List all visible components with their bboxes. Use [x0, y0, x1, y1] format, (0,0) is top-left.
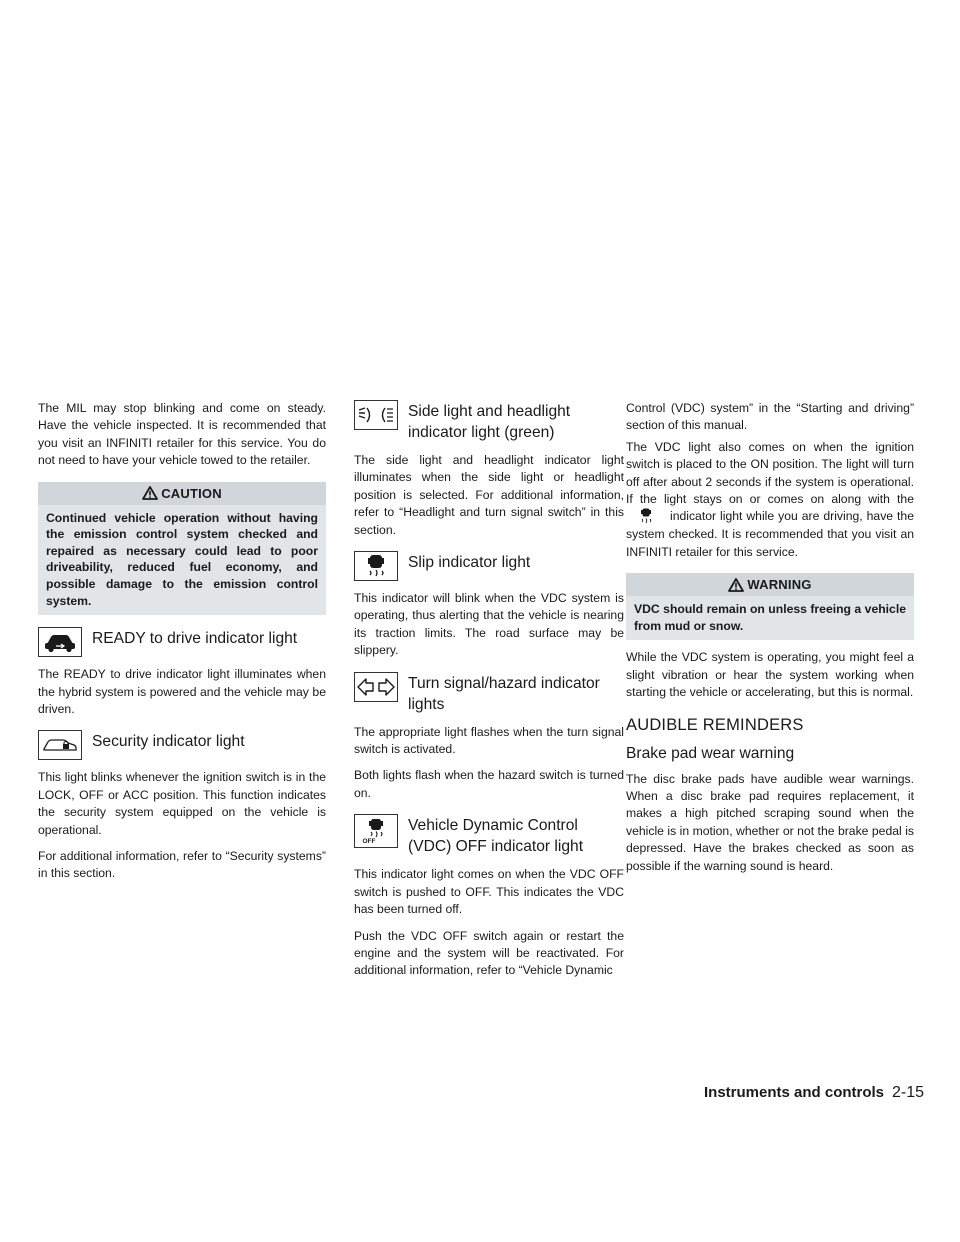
vdc-light-text-a: The VDC light also comes on when the ignition switch is placed to the ON position. The light will turn off after about 2 seconds if the system is operational. If the light stays on or comes on along with the: [626, 439, 914, 507]
security-paragraph-2: For additional information, refer to “Security systems” in this section.: [38, 849, 326, 881]
vdc-off-icon-label: OFF: [362, 837, 376, 845]
security-paragraph-1: This light blinks whenever the ignition switch is in the LOCK, OFF or ACC position. This function indicates the security system equipped on the vehicle is operational.: [38, 770, 326, 837]
slip-inline-icon: [626, 508, 666, 526]
side-light-title: Side light and headlight indicator light (green): [408, 403, 571, 441]
slip-title: Slip indicator light: [408, 554, 531, 572]
page-number: 2-15: [892, 1084, 925, 1101]
caution-label: CAUTION: [161, 485, 222, 501]
footer-section-title: Instruments and controls: [704, 1084, 885, 1101]
slip-paragraph: This indicator will blink when the VDC system is operating, thus alerting that the vehicle is nearing its traction limits. The road surface may be slippery.: [354, 591, 624, 658]
vdc-off-indicator-heading: [354, 814, 624, 857]
side-headlight-icon: [354, 400, 398, 430]
slip-car-icon: [354, 551, 398, 581]
caution-header: [38, 482, 326, 505]
turn-arrows-icon: [354, 672, 398, 702]
mil-paragraph: The MIL may stop blinking and come on steady. Have the vehicle inspected. It is recommended that you visit an INFINITI retailer for this service. You do not need to have your vehicle towed to the retailer.: [38, 401, 326, 468]
vdc-off-title: Vehicle Dynamic Control (VDC) OFF indicator light: [408, 817, 584, 856]
vdc-light-text-b: indicator light while you are driving, have the system checked. It is recommended that you visit an INFINITI retailer for this service.: [626, 509, 914, 559]
vdc-off-paragraph-2: Push the VDC OFF switch again or restart the engine and the system will be reactivated. For additional information, refer to “Vehicle Dynamic: [354, 928, 624, 978]
vdc-off-paragraph-1: This indicator light comes on when the VDC OFF switch is pushed to OFF. This indicates the VDC has been turned off.: [354, 867, 624, 917]
ready-title: READY to drive indicator light: [92, 630, 298, 648]
ready-indicator-heading: [38, 627, 326, 657]
security-indicator-heading: [38, 730, 326, 760]
turn-signal-paragraph-2: Both lights flash when the hazard switch is turned on.: [354, 768, 624, 800]
side-light-indicator-heading: [354, 400, 624, 443]
warning-text: VDC should remain on unless freeing a vehicle from mud or snow.: [634, 602, 906, 633]
security-car-icon: [38, 730, 82, 760]
brake-pad-paragraph: The disc brake pads have audible wear warnings. When a disc brake pad requires replacement, it makes a high pitched scraping sound when the vehicle is in motion, whether or not the brake pedal is depressed. Have the brakes checked as soon as possible if the warning sound is heard.: [626, 771, 914, 873]
slip-indicator-heading: [354, 551, 624, 581]
security-title: Security indicator light: [92, 733, 245, 751]
warning-header: [626, 573, 914, 596]
side-light-paragraph: The side light and headlight indicator light illuminates when the side light or headlight position is selected. For additional information, refer to “Headlight and turn signal switch” in this section.: [354, 453, 624, 537]
page-footer: [704, 1084, 924, 1102]
warning-label: WARNING: [747, 577, 812, 593]
turn-signal-title: Turn signal/hazard indicator lights: [408, 674, 600, 713]
column-middle: [354, 400, 624, 989]
column-left: [38, 400, 326, 892]
audible-reminders-heading: AUDIBLE REMINDERS: [626, 715, 804, 734]
warning-triangle-icon: [728, 578, 744, 592]
vdc-operating-paragraph: While the VDC system is operating, you might feel a slight vibration or hear the system working when starting the vehicle or accelerating, but this is normal.: [626, 650, 914, 700]
vdc-light-paragraph: [626, 439, 914, 561]
caution-text: Continued vehicle operation without having the emission control system checked and repaired as necessary could lead to poor driveability, reduced fuel economy, and possible damage to the emission control system.: [46, 510, 318, 608]
turn-signal-indicator-heading: [354, 672, 624, 715]
warning-box: [626, 573, 914, 640]
caution-box: [38, 482, 326, 616]
brake-pad-heading: Brake pad wear warning: [626, 744, 795, 762]
ready-car-icon: [38, 627, 82, 657]
ready-paragraph: The READY to drive indicator light illuminates when the hybrid system is powered and the vehicle may be driven.: [38, 667, 326, 716]
vdc-off-icon: [354, 814, 398, 848]
vdc-continued-paragraph: Control (VDC) system” in the “Starting and driving” section of this manual.: [626, 401, 914, 433]
turn-signal-paragraph-1: The appropriate light flashes when the turn signal switch is activated.: [354, 724, 624, 757]
column-right: [626, 400, 914, 884]
warning-triangle-icon: [142, 486, 158, 500]
